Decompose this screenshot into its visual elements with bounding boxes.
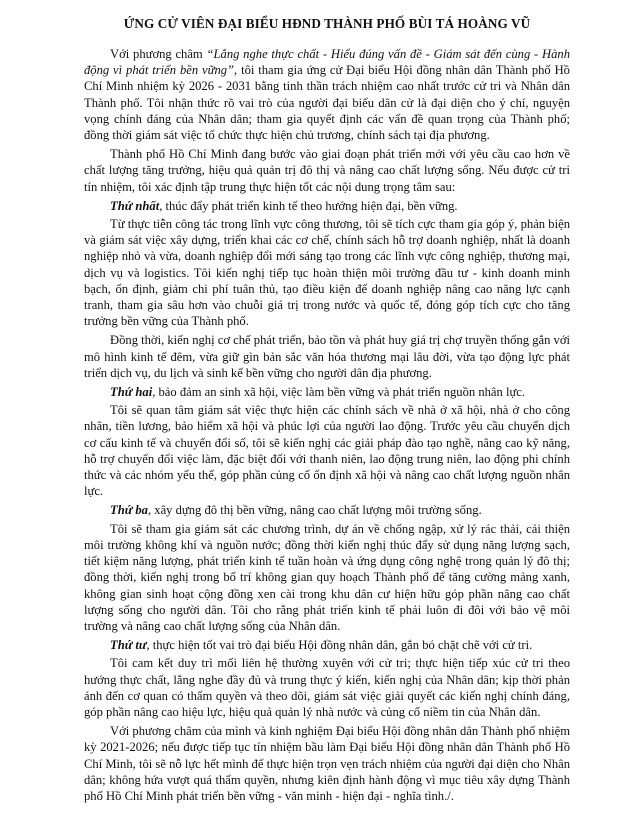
intro-prefix: Với phương châm xyxy=(110,47,207,61)
section-2-heading xyxy=(84,384,570,400)
section-4-heading xyxy=(84,637,570,653)
document-title: ỨNG CỬ VIÊN ĐẠI BIỂU HĐND THÀNH PHỐ BÙI TÁ HOÀNG VŨ xyxy=(123,16,531,31)
section-2-paragraph-1: Tôi sẽ quan tâm giám sát việc thực hiện các chính sách về nhà ở xã hội, nhà ở cho công nhân, tiền lương, bảo hiểm xã hội và phúc lợi của người lao động. Trước yêu cầu chuyển dịch cơ cấu kinh tế và chuyển đổi số, tôi sẽ kiến nghị các giải pháp đào tạo nghề, nâng cao kỹ năng, hỗ trợ chuyển đổi việc làm, đặc biệt đối với thanh niên, lao động trung niên, lao động phi chính thức và các nhóm yếu thế, góp phần củng cố ổn định xã hội và nâng cao chất lượng nguồn nhân lực. xyxy=(84,403,570,499)
section-3-paragraph-1: Tôi sẽ tham gia giám sát các chương trình, dự án về chống ngập, xử lý rác thải, cải thiện môi trường không khí và nguồn nước; đồng thời kiến nghị thúc đẩy sử dụng năng lượng sạch, tiết kiệm năng lượng, phát triển kinh tế tuần hoàn và ứng dụng công nghệ trong quản lý đô thị; đồng thời, kiến nghị trong bố trí không gian quy hoạch Thành phố để tăng cường mảng xanh, không gian sinh hoạt cộng đồng xen cài trong khu dân cư hiện hữu góp phần nâng cao chất lượng sống cho người dân. Tôi cho rằng phát triển kinh tế phải luôn đi đôi với bảo vệ môi trường và nâng cao chất lượng sống của Nhân dân. xyxy=(84,521,570,633)
section-1-heading-text: , thúc đẩy phát triển kinh tế theo hướng hiện đại, bền vững. xyxy=(159,198,458,213)
motto-text: “Lắng nghe thực chất - Hiểu đúng vấn đề - Giám sát đến cùng - Hành động vì phát triển bền vững”, xyxy=(84,47,570,78)
section-4-lead: Thứ tư xyxy=(110,638,147,653)
section-3-heading-text: , xây dựng đô thị bền vững, nâng cao chất lượng môi trường sống. xyxy=(147,503,482,518)
section-2-lead: Thứ hai xyxy=(110,385,153,400)
context-paragraph: Thành phố Hồ Chí Minh đang bước vào giai đoạn phát triển mới với yêu cầu cao hơn về chất lượng tăng trưởng, hiệu quả quản trị đô thị và nâng cao chất lượng sống. Nếu được cử tri tín nhiệm, tôi xác định tập trung thực hiện tốt các nội dung trọng tâm sau: xyxy=(84,147,570,194)
document-page xyxy=(84,16,570,807)
section-4-heading-text: , thực hiện tốt vai trò đại biểu Hội đồng nhân dân, gắn bó chặt chẽ với cử tri. xyxy=(146,638,533,653)
section-1-heading xyxy=(84,198,570,214)
intro-paragraph xyxy=(84,46,570,143)
section-1-paragraph-1: Từ thực tiễn công tác trong lĩnh vực công thương, tôi sẽ tích cực tham gia góp ý, phản biện và giám sát việc xây dựng, triển khai các cơ chế, chính sách hỗ trợ doanh nghiệp, nhất là doanh nghiệp nhỏ và vừa, doanh nghiệp đổi mới sáng tạo trong các lĩnh vực công nghiệp, thương mại, dịch vụ và logistics. Tôi kiến nghị tiếp tục hoàn thiện môi trường đầu tư - kinh doanh minh bạch, ổn định, giảm chi phí tuân thủ, tạo điều kiện để doanh nghiệp nâng cao năng lực cạnh tranh, tham gia sâu hơn vào chuỗi giá trị trong nước và quốc tế, đóng góp tích cực cho tăng trưởng bền vững của Thành phố. xyxy=(84,217,570,329)
section-3-lead: Thứ ba xyxy=(110,503,148,518)
section-1-lead: Thứ nhất xyxy=(110,198,160,213)
section-2-heading-text: , bảo đảm an sinh xã hội, việc làm bền vững và phát triển nguồn nhân lực. xyxy=(152,385,526,400)
section-4-paragraph-1: Tôi cam kết duy trì mối liên hệ thường xuyên với cử tri; thực hiện tiếp xúc cử tri theo hướng thực chất, lắng nghe đầy đủ và trung thực ý kiến, kiến nghị của Nhân dân; kịp thời phản ánh đến cơ quan có thẩm quyền và theo dõi, giám sát việc giải quyết các kiến nghị chính đáng, góp phần nâng cao hiệu lực, hiệu quả quản lý nhà nước và củng cố niềm tin của Nhân dân. xyxy=(84,656,570,719)
intro-rest: tôi tham gia ứng cử Đại biểu Hội đồng nhân dân Thành phố Hồ Chí Minh nhiệm kỳ 2026 - 2031 bằng tinh thần trách nhiệm cao nhất trước cử tri và Nhân dân Thành phố. Tôi nhận thức rõ vai trò của người đại biểu dân cử là đại diện cho ý chí, nguyện vọng chính đáng của Nhân dân; tham gia quyết định các vấn đề quan trọng của Thành phố; đồng thời giám sát việc tổ chức thực hiện chủ trương, chính sách tại địa phương. xyxy=(84,63,570,143)
section-3-heading xyxy=(84,502,570,518)
closing-paragraph: Với phương châm của mình và kinh nghiệm Đại biểu Hội đồng nhân dân Thành phố nhiệm kỳ 2021-2026; nếu được tiếp tục tín nhiệm bầu làm Đại biểu Hội đồng nhân dân Thành phố Hồ Chí Minh, tôi sẽ nỗ lực hết mình để thực hiện trọn vẹn trách nhiệm của người đại diện cho Nhân dân; không hứa vượt quá thẩm quyền, nhưng kiên định hành động vì mục tiêu xây dựng Thành phố Hồ Chí Minh phát triển bền vững - văn minh - hiện đại - nghĩa tình./. xyxy=(84,724,570,803)
section-1-paragraph-2: Đồng thời, kiến nghị cơ chế phát triển, bảo tồn và phát huy giá trị chợ truyền thống gắn với mô hình kinh tế đêm, vừa giữ gìn bản sắc văn hóa thương mại lâu đời, vừa tạo động lực phát triển dịch vụ, du lịch và sinh kế bền vững cho người dân địa phương. xyxy=(84,333,570,380)
